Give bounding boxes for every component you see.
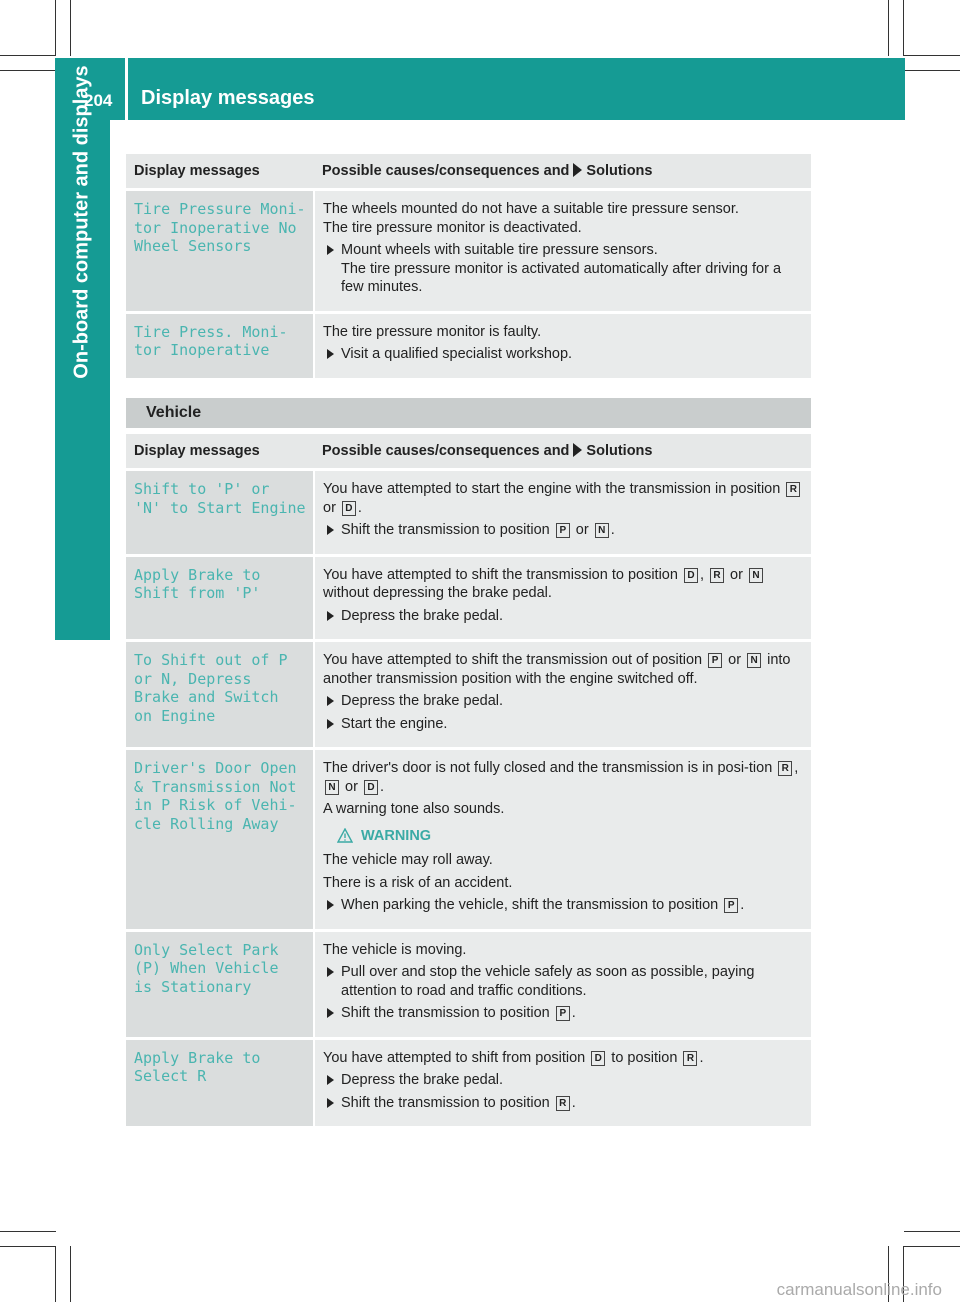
gear-p-icon: P <box>556 1006 570 1021</box>
column-header-causes: Possible causes/consequences and Solutions <box>314 154 811 190</box>
gear-n-icon: N <box>749 568 763 583</box>
display-message: Only Select Park (P) When Vehicle is Stationary <box>126 930 314 1038</box>
watermark: carmanualsonline.info <box>776 1280 942 1299</box>
message-description <box>314 470 811 556</box>
message-description <box>314 312 811 379</box>
solution-step <box>323 1004 803 1023</box>
table-header-row <box>126 434 811 470</box>
cause-text: The tire pressure monitor is faulty. <box>323 323 542 340</box>
crop-mark <box>0 1246 56 1247</box>
warning-icon <box>337 828 353 843</box>
table-row <box>126 1038 811 1128</box>
message-description <box>314 555 811 641</box>
section-title: Vehicle <box>146 404 202 421</box>
gear-d-icon: D <box>364 780 378 795</box>
warning-heading <box>337 827 803 846</box>
crop-mark <box>0 1231 56 1232</box>
table-row <box>126 470 811 556</box>
vehicle-table <box>126 434 811 1129</box>
step-arrow-icon <box>327 611 334 621</box>
solution-arrow-icon <box>573 163 582 177</box>
step-text: Depress the brake pedal. <box>341 693 504 709</box>
crop-mark <box>55 0 56 56</box>
gear-d-icon: D <box>591 1051 605 1066</box>
display-message: Tire Pressure Moni‐ tor Inoperative No Wheel Sensors <box>126 190 314 313</box>
gear-r-icon: R <box>683 1051 697 1066</box>
message-description <box>314 190 811 313</box>
gear-p-icon: P <box>556 523 570 538</box>
crop-mark <box>55 1246 56 1302</box>
display-message: To Shift out of P or N, Depress Brake and Switch on Engine <box>126 641 314 749</box>
message-description <box>314 749 811 931</box>
gear-r-icon: R <box>786 482 800 497</box>
column-header-display-messages: Display messages <box>126 434 314 470</box>
step-arrow-icon <box>327 525 334 535</box>
solution-step <box>323 692 803 711</box>
cause-text: You have attempted to start the engine with the transmission in position R or D . <box>323 480 803 517</box>
warning-label: WARNING <box>361 827 432 844</box>
solution-step <box>323 1071 803 1090</box>
gear-p-icon: P <box>708 653 722 668</box>
step-text: Visit a qualified specialist workshop. <box>341 346 573 362</box>
gear-d-icon: D <box>342 501 356 516</box>
solution-step <box>323 963 803 1000</box>
gear-r-icon: R <box>778 761 792 776</box>
display-message: Tire Press. Moni‐ tor Inoperative <box>126 312 314 379</box>
step-arrow-icon <box>327 967 334 977</box>
crop-mark <box>904 55 960 56</box>
table-row <box>126 312 811 379</box>
warning-text: The vehicle may roll away. <box>323 852 493 868</box>
step-text: Shift the transmission to position R . <box>341 1094 576 1111</box>
solution-step <box>323 1094 803 1113</box>
step-text: Start the engine. <box>341 715 448 732</box>
step-text: Mount wheels with suitable tire pressure sensors. The tire pressure monitor is activated automatically after driving for a few minutes. <box>341 242 782 295</box>
crop-mark <box>0 70 56 71</box>
table-row <box>126 641 811 749</box>
crop-mark <box>0 55 56 56</box>
step-arrow-icon <box>327 245 334 255</box>
step-arrow-icon <box>327 1008 334 1018</box>
step-arrow-icon <box>327 719 334 729</box>
step-arrow-icon <box>327 1098 334 1108</box>
step-text: When parking the vehicle, shift the transmission to position P . <box>341 897 745 913</box>
crop-mark <box>903 0 904 56</box>
crop-mark <box>904 70 960 71</box>
section-heading <box>126 398 811 428</box>
solution-step <box>323 715 803 734</box>
step-text: Depress the brake pedal. <box>341 607 504 624</box>
solution-step <box>323 241 803 297</box>
cause-text: A warning tone also sounds. <box>323 801 505 817</box>
table-row <box>126 749 811 931</box>
gear-n-icon: N <box>595 523 609 538</box>
cause-text: The vehicle is moving. <box>323 941 467 958</box>
tire-pressure-table <box>126 154 811 381</box>
message-description <box>314 1038 811 1128</box>
side-tab-label: On-board computer and displays <box>70 65 93 379</box>
solution-arrow-icon <box>573 443 582 457</box>
cause-text: The driver's door is not fully closed and the transmission is in posi-tion R , N or D . <box>323 760 799 795</box>
step-arrow-icon <box>327 900 334 910</box>
step-text: Shift the transmission to position P or N . <box>341 522 615 538</box>
message-description <box>314 641 811 749</box>
gear-d-icon: D <box>684 568 698 583</box>
page-number: 204 <box>84 91 113 110</box>
crop-mark <box>904 1231 960 1232</box>
gear-n-icon: N <box>325 780 339 795</box>
cause-text: The tire pressure monitor is deactivated. <box>323 219 582 236</box>
table-row <box>126 555 811 641</box>
warning-text: There is a risk of an accident. <box>323 874 513 891</box>
table-row <box>126 930 811 1038</box>
crop-mark <box>70 1246 71 1302</box>
crop-mark <box>70 0 71 56</box>
table-row <box>126 190 811 313</box>
column-header-causes: Possible causes/consequences and Solutions <box>314 434 811 470</box>
crop-mark <box>888 0 889 56</box>
solution-step <box>323 345 803 364</box>
solution-step <box>323 521 803 540</box>
cause-text: The wheels mounted do not have a suitable tire pressure sensor. <box>323 201 739 217</box>
step-text: Pull over and stop the vehicle safely as soon as possible, paying attention to road and traffic conditions. <box>341 964 755 999</box>
solution-step <box>323 896 803 915</box>
gear-n-icon: N <box>747 653 761 668</box>
gear-r-icon: R <box>710 568 724 583</box>
gear-r-icon: R <box>556 1096 570 1111</box>
step-text: Shift the transmission to position P . <box>341 1005 576 1021</box>
cause-text: You have attempted to shift the transmission to position D , R or N without depressing the brake pedal. <box>323 566 803 603</box>
solution-step <box>323 607 803 626</box>
gear-p-icon: P <box>724 898 738 913</box>
table-header-row <box>126 154 811 190</box>
step-arrow-icon <box>327 1075 334 1085</box>
display-message: Apply Brake to Select R <box>126 1038 314 1128</box>
header-separator <box>125 58 128 120</box>
cause-text: You have attempted to shift the transmission out of position P or N into another transmission position with the engine switched off. <box>323 652 791 687</box>
step-text: Depress the brake pedal. <box>341 1072 504 1088</box>
display-message: Apply Brake to Shift from 'P' <box>126 555 314 641</box>
page-title: Display messages <box>141 87 315 109</box>
column-header-display-messages: Display messages <box>126 154 314 190</box>
cause-text: You have attempted to shift from position D to position R . <box>323 1049 704 1066</box>
message-description <box>314 930 811 1038</box>
display-message: Driver's Door Open & Transmission Not in P Risk of Vehi‐ cle Rolling Away <box>126 749 314 931</box>
step-arrow-icon <box>327 349 334 359</box>
display-message: Shift to 'P' or 'N' to Start Engine <box>126 470 314 556</box>
step-arrow-icon <box>327 696 334 706</box>
crop-mark <box>904 1246 960 1247</box>
